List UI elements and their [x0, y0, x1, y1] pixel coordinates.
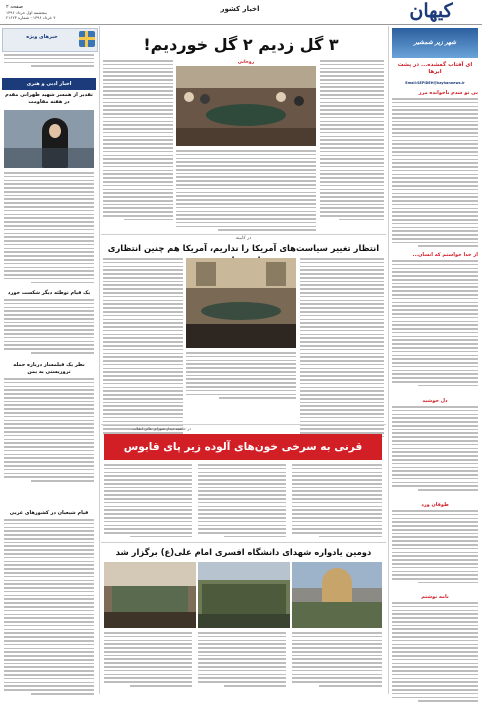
left-story-1-text	[4, 172, 94, 285]
right-sub4: طوفان ورد	[421, 502, 449, 508]
bottom-story-text-2	[198, 632, 286, 689]
left-story-3-title: نظر یک فیلمساز درباره حمله تروریستی به یمن	[13, 362, 85, 375]
right-sub5-text	[392, 602, 478, 704]
right-sub1: بی تو شدم ناخوانده مرز	[418, 90, 478, 96]
second-kicker: در کابینه	[235, 236, 252, 241]
top-story-text-right	[320, 60, 384, 223]
date-line: پنجشنبه اول خرداد ۱۳۹۶	[6, 10, 47, 15]
second-story-text-right	[300, 258, 384, 440]
left-box-headline: تقدیر از همسر شهید طهرانی مقدم در هفته مقاومت	[5, 92, 93, 105]
bottom-story-text-1	[104, 632, 192, 689]
right-email: Email:SEPIDEH@kayhannews.ir	[405, 81, 465, 85]
right-column	[390, 26, 480, 694]
left-intro-text	[4, 54, 94, 69]
right-sub3-text	[392, 406, 478, 493]
left-story-2-title: یک قیام توطئه دیگر شکست خورد	[7, 290, 91, 296]
top-story-under-photo	[176, 150, 316, 233]
left-column	[0, 26, 98, 694]
right-sub5: نامه نوشتم	[421, 594, 449, 600]
kayhan-logo: کیهان	[409, 0, 453, 22]
top-headline: ۳ گل زدیم ۲ گل خوردیم!	[143, 35, 339, 54]
left-header-title: خبرهای ویژه	[26, 34, 58, 40]
right-sub4-text	[392, 510, 478, 586]
masthead	[0, 0, 482, 22]
issue-line: ۴ خرداد ۱۳۹۶ - شماره ۲۱۶۲۳	[6, 15, 56, 20]
right-tagline: ای آفتاب گمشده... در پشت ابرها	[397, 62, 473, 75]
gift-box-icon	[79, 31, 95, 47]
bottom-story-text-3	[292, 632, 382, 689]
right-sub1-text	[392, 98, 478, 249]
right-banner-text: شهر زیر شمشیر	[413, 39, 457, 46]
second-headline: انتظار تغییر سیاست‌های آمریکا را نداریم، آمریکا هم چنین انتظاری	[107, 243, 380, 253]
ceremony-photo-1	[104, 562, 196, 628]
left-story-4-text	[4, 519, 94, 697]
mid-kicker: در حاشیه دیدار شورای عالی انقلاب	[132, 426, 191, 431]
woman-portrait-photo	[4, 110, 94, 168]
left-header-bar	[2, 28, 98, 52]
cabinet-meeting-photo	[176, 66, 316, 146]
section-title: اخبار کشور	[220, 5, 260, 13]
top-kicker: روحانی	[237, 60, 255, 65]
left-story-2-text	[4, 299, 94, 356]
top-story-text-left	[103, 60, 173, 223]
council-meeting-photo	[186, 258, 296, 348]
ceremony-photo-2	[198, 562, 290, 628]
page-label: صفحه ۲	[6, 4, 23, 10]
left-story-4-title: قیام شیعیان در کشورهای عربی	[9, 510, 89, 516]
left-box-title: اخبار ادبی و هنری	[26, 81, 72, 87]
red-story-text-1	[104, 464, 192, 540]
right-sub3: دل خوشید	[422, 398, 448, 404]
second-story-text-left	[103, 258, 183, 440]
right-sub2-text	[392, 260, 478, 389]
red-story-text-3	[292, 464, 382, 540]
right-banner	[392, 28, 478, 58]
left-box-header	[2, 78, 96, 90]
second-story-text-under	[186, 352, 296, 401]
ceremony-photo-3	[292, 562, 382, 628]
red-story-text-2	[198, 464, 286, 540]
bottom-headline: دومین یادواره شهدای دانشگاه افسری امام علی(ع) برگزار شد	[115, 547, 372, 557]
red-banner-headline: قرنی به سرخی خون‌های آلوده زیر پای قابوس	[104, 434, 382, 460]
right-sub2: از خدا خواستم که انسان...	[412, 252, 478, 258]
left-story-3-text	[4, 378, 94, 484]
